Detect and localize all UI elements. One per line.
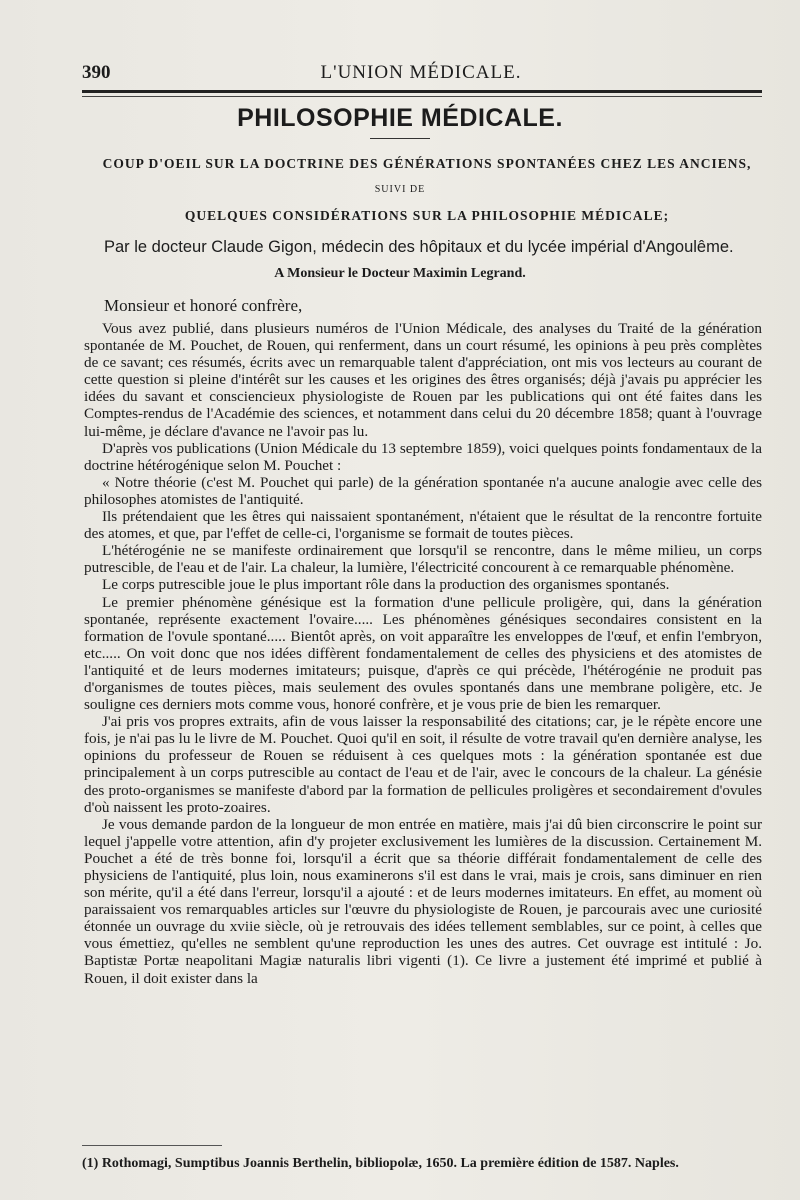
paragraph: L'hétérogénie ne se manifeste ordinairement que lorsqu'il se rencontre, dans le même milieu, un corps putrescible, de l'eau et de l'air. La chaleur, la lumière, l'électricité concourent à ce remarquable phénomène. <box>84 542 762 577</box>
article-subtitle: QUELQUES CONSIDÉRATIONS SUR LA PHILOSOPHIE MÉDICALE; <box>184 208 670 223</box>
paragraph: Ils prétendaient que les êtres qui naissaient spontanément, n'étaient que le résultat de la rencontre fortuite des atomes, et que, par l'effet de celle-ci, l'organisme se formait de toutes pièces. <box>84 508 762 543</box>
paragraph: Le premier phénomène génésique est la formation d'une pellicule proligère, qui, dans la génération spontanée, représente exactement l'ovaire..... Les phénomènes génésiques secondaires consistent en la formation de l'ovule spontané..... Bientôt après, on voit apparaître les enveloppes de l'œuf, et enfin l'embryon, etc..... On voit donc que nos idées diffèrent fondamentalement de celles des physiciens et des atomistes de l'antiquité et de leurs modernes imitateurs; puisque, d'après ce qui précède, l'hétérogénie ne produit pas d'organismes de toutes pièces, mais seulement des ovules spontanés dans une membrane poligère, etc. Je souligne ces derniers mots comme vous, honoré confrère, et je vous prie de bien les remarquer. <box>84 593 762 714</box>
footnote-rule <box>82 1145 222 1146</box>
article-title: COUP D'OEIL SUR LA DOCTRINE DES GÉNÉRATIONS SPONTANÉES CHEZ LES ANCIENS, <box>102 156 752 171</box>
section-title: PHILOSOPHIE MÉDICALE. <box>237 104 563 132</box>
paragraph: « Notre théorie (c'est M. Pouchet qui parle) de la génération spontanée n'a aucune analogie avec celle des philosophes atomistes de l'antiquité. <box>84 473 762 508</box>
article-body <box>84 320 762 987</box>
page-number: 390 <box>82 62 111 83</box>
running-title: L'UNION MÉDICALE. <box>320 62 522 83</box>
dedication: A Monsieur le Docteur Maximin Legrand. <box>274 266 526 281</box>
paragraph: Le corps putrescible joue le plus important rôle dans la production des organismes spontanés. <box>102 576 670 594</box>
page-header <box>82 58 760 92</box>
author-line: Par le docteur Claude Gigon, médecin des hôpitaux et du lycée impérial d'Angoulême. <box>104 238 734 256</box>
header-rule-thick <box>82 90 762 93</box>
paragraph: Je vous demande pardon de la longueur de mon entrée en matière, mais j'ai dû bien circonscrire le point sur lequel j'appelle votre attention, afin d'y projeter exclusivement les lumières de la discussion. Certainement M. Pouchet a été de très bonne foi, lorsqu'il a écrit que sa théorie différait fondamentalement de celle des physiciens de l'antiquité, plus loin, nous examinerons s'il est dans le vrai, mais je crois, sans diminuer en rien son mérite, qu'il a été dans l'erreur, lorsqu'il a ajouté : et de leurs modernes imitateurs. En effet, au moment où paraissaient vos remarquables articles sur l'œuvre du physiologiste de Rouen, je parcourais avec une curiosité étonnée un ouvrage du xviie siècle, où je retrouvais des idées tellement semblables, sur ce point, à celles que vous émettiez, qu'elles ne semblent qu'une reproduction les unes des autres. Cet ouvrage est intitulé : Jo. Baptistæ Portæ neapolitani Magiæ naturalis libri vigenti (1). Ce livre a justement été imprimé et publié à Rouen, il doit exister dans la <box>84 815 762 987</box>
article-title-connector: SUIVI DE <box>374 184 426 195</box>
paragraph: Vous avez publié, dans plusieurs numéros de l'Union Médicale, des analyses du Traité de la génération spontanée de M. Pouchet, de Rouen, qui renferment, dans un court résumé, les opinions à peu près complètes de ce savant; ces résumés, écrits avec un remarquable talent d'appréciation, ont mis vos lecteurs au courant de cette question si pleine d'intérêt sur les causes et les origines des êtres organisés; déjà j'avais pu apprécier les idées du savant et consciencieux physiologiste de Rouen par les publications qui ont été faites dans les Comptes-rendus de l'Académie des sciences, et notamment dans celui du 20 décembre 1858; quant à l'ouvrage lui-même, je déclare d'avance ne l'avoir pas lu. <box>84 320 762 440</box>
footnote: (1) Rothomagi, Sumptibus Joannis Berthelin, bibliopolæ, 1650. La première édition de 1587. Naples. <box>82 1156 679 1171</box>
paragraph: J'ai pris vos propres extraits, afin de vous laisser la responsabilité des citations; car, je le répète encore une fois, je n'ai pas lu le livre de M. Pouchet. Quoi qu'il en soit, il résulte de votre travail qu'en dernière analyse, les opinions du professeur de Rouen se réduisent à ces quelques mots : la génération spontanée est due principalement à un corps putrescible au contact de l'eau et de l'air, avec le concours de la chaleur. La génésie des proto-organismes se manifeste d'abord par la formation de pellicules proligères et secondairement d'ovules d'où naissent les proto-zoaires. <box>84 713 762 816</box>
header-rule-thin <box>82 96 762 97</box>
paragraph: D'après vos publications (Union Médicale du 13 septembre 1859), voici quelques points fondamentaux de la doctrine hétérogénique selon M. Pouchet : <box>84 439 762 474</box>
salutation: Monsieur et honoré confrère, <box>104 296 303 315</box>
title-divider <box>370 138 430 139</box>
